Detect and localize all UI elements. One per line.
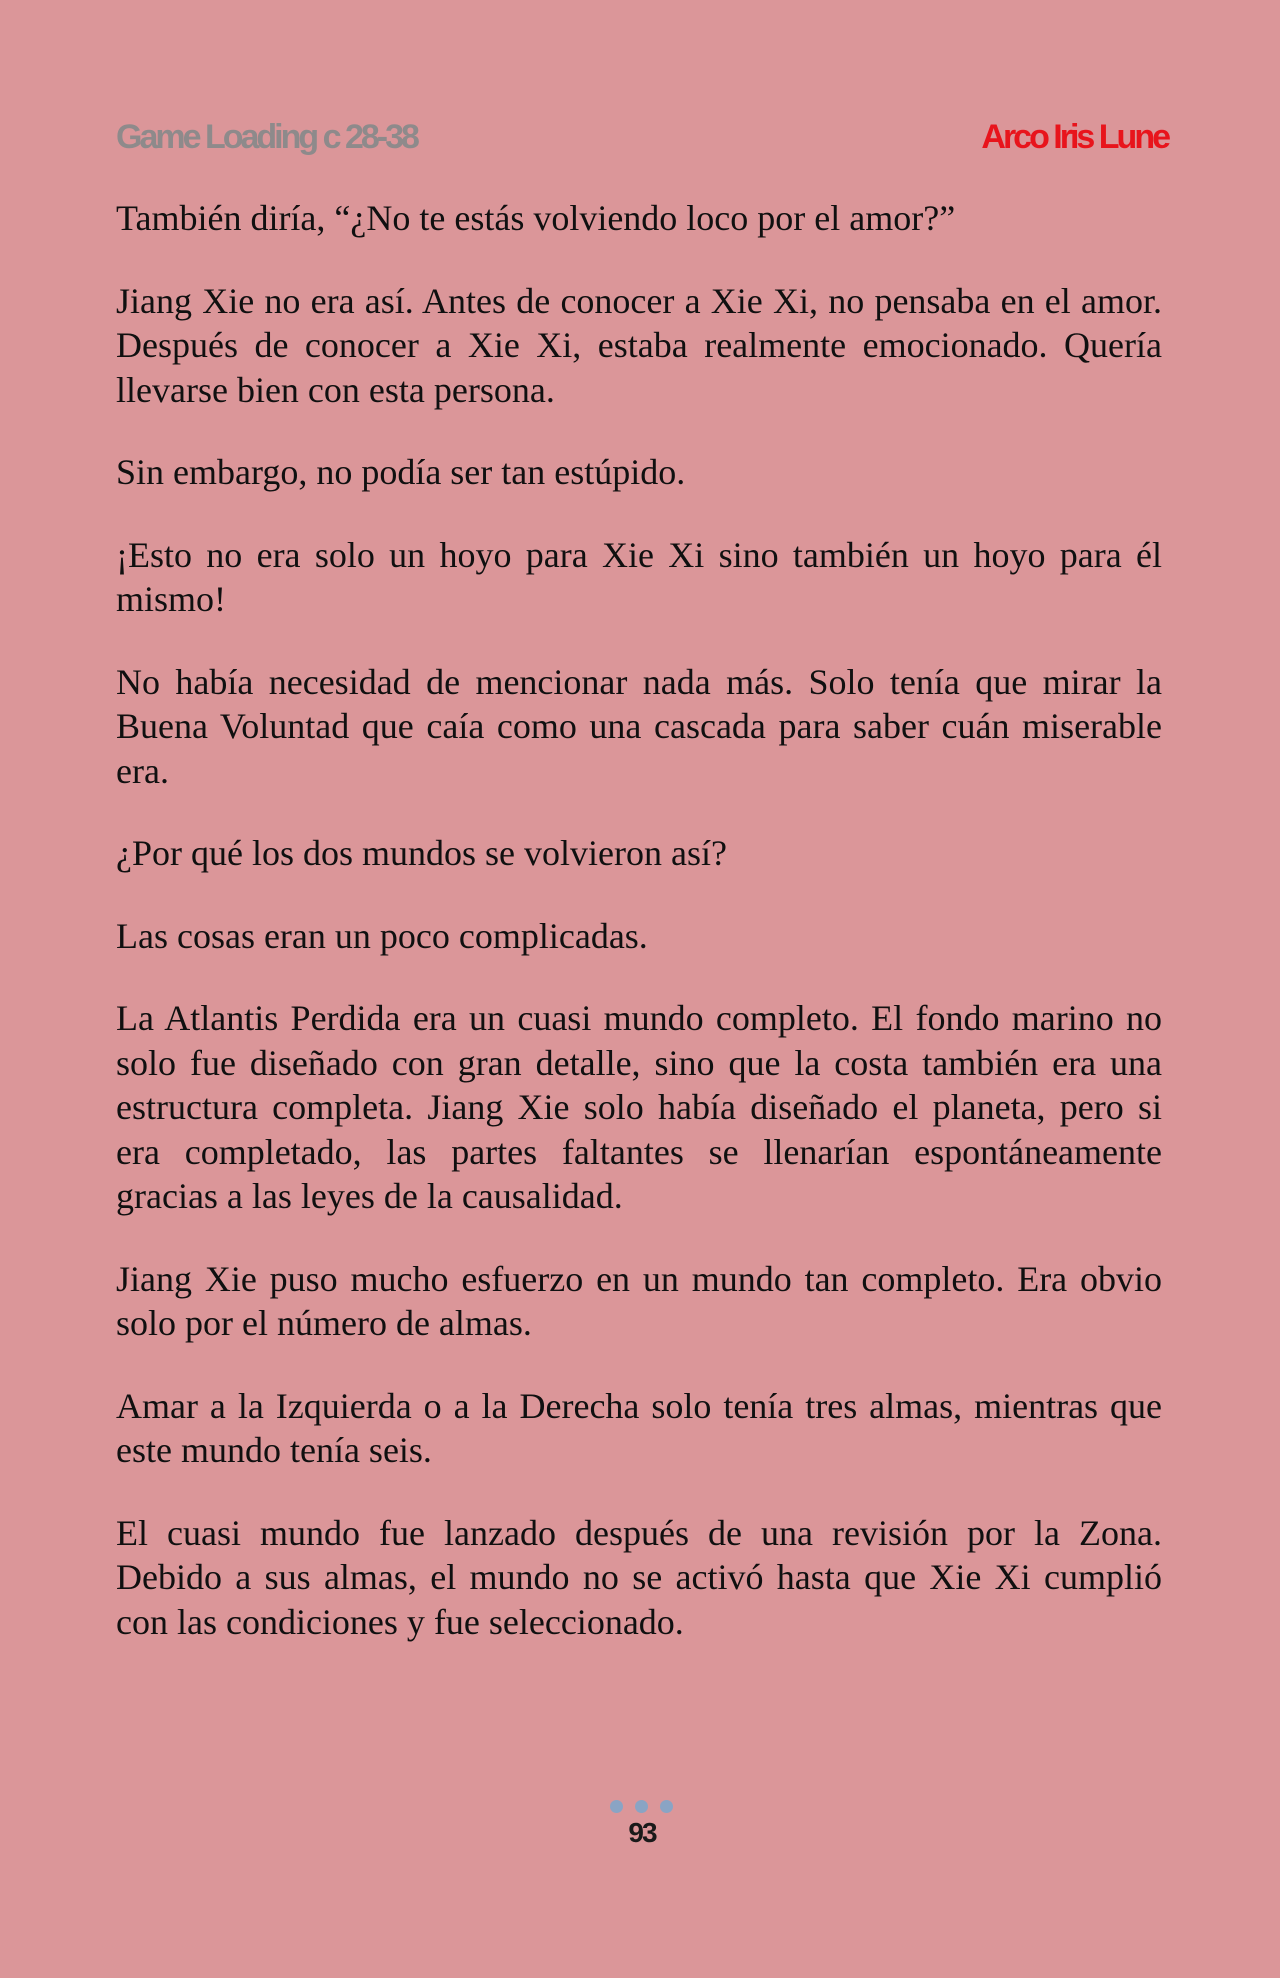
dot-icon [660, 1800, 673, 1813]
page-body [116, 196, 1162, 1682]
paragraph: Jiang Xie puso mucho esfuerzo en un mundo tan completo. Era obvio solo por el número de almas. [116, 1258, 1162, 1343]
page-footer [0, 1800, 1280, 1849]
dot-icon [635, 1800, 648, 1813]
paragraph: También diría, “¿No te estás volviendo loco por el amor?” [116, 198, 956, 238]
paragraph: ¿Por qué los dos mundos se volvieron así? [116, 833, 727, 873]
translator-name: Arco Iris Lune [981, 118, 1168, 156]
paragraph: Amar a la Izquierda o a la Derecha solo tenía tres almas, mientras que este mundo tenía seis. [116, 1385, 1162, 1470]
paragraph: No había necesidad de mencionar nada más. Solo tenía que mirar la Buena Voluntad que caía como una cascada para saber cuán miserable era. [116, 661, 1162, 791]
page-header [116, 118, 1168, 162]
book-title: Game Loading c 28-38 [116, 118, 417, 156]
paragraph: La Atlantis Perdida era un cuasi mundo completo. El fondo marino no solo fue diseñado con gran detalle, sino que la costa también era una estructura completa. Jiang Xie solo había diseñado el planeta, pero si era completado, las partes faltantes se llenarían espontáneamente gracias a las leyes de la causalidad. [116, 998, 1162, 1216]
paragraph: Sin embargo, no podía ser tan estúpido. [116, 452, 686, 492]
ellipsis-dots-icon [2, 1800, 1280, 1813]
page-number: 93 [628, 1817, 656, 1848]
paragraph: ¡Esto no era solo un hoyo para Xie Xi sino también un hoyo para él mismo! [116, 534, 1162, 619]
paragraph: Las cosas eran un poco complicadas. [116, 915, 648, 956]
dot-icon [610, 1800, 623, 1813]
paragraph: El cuasi mundo fue lanzado después de una revisión por la Zona. Debido a sus almas, el mundo no se activó hasta que Xie Xi cumplió con las condiciones y fue seleccionado. [116, 1512, 1162, 1642]
paragraph: Jiang Xie no era así. Antes de conocer a Xie Xi, no pensaba en el amor. Después de conocer a Xie Xi, estaba realmente emocionado. Quería llevarse bien con esta persona. [116, 280, 1162, 410]
